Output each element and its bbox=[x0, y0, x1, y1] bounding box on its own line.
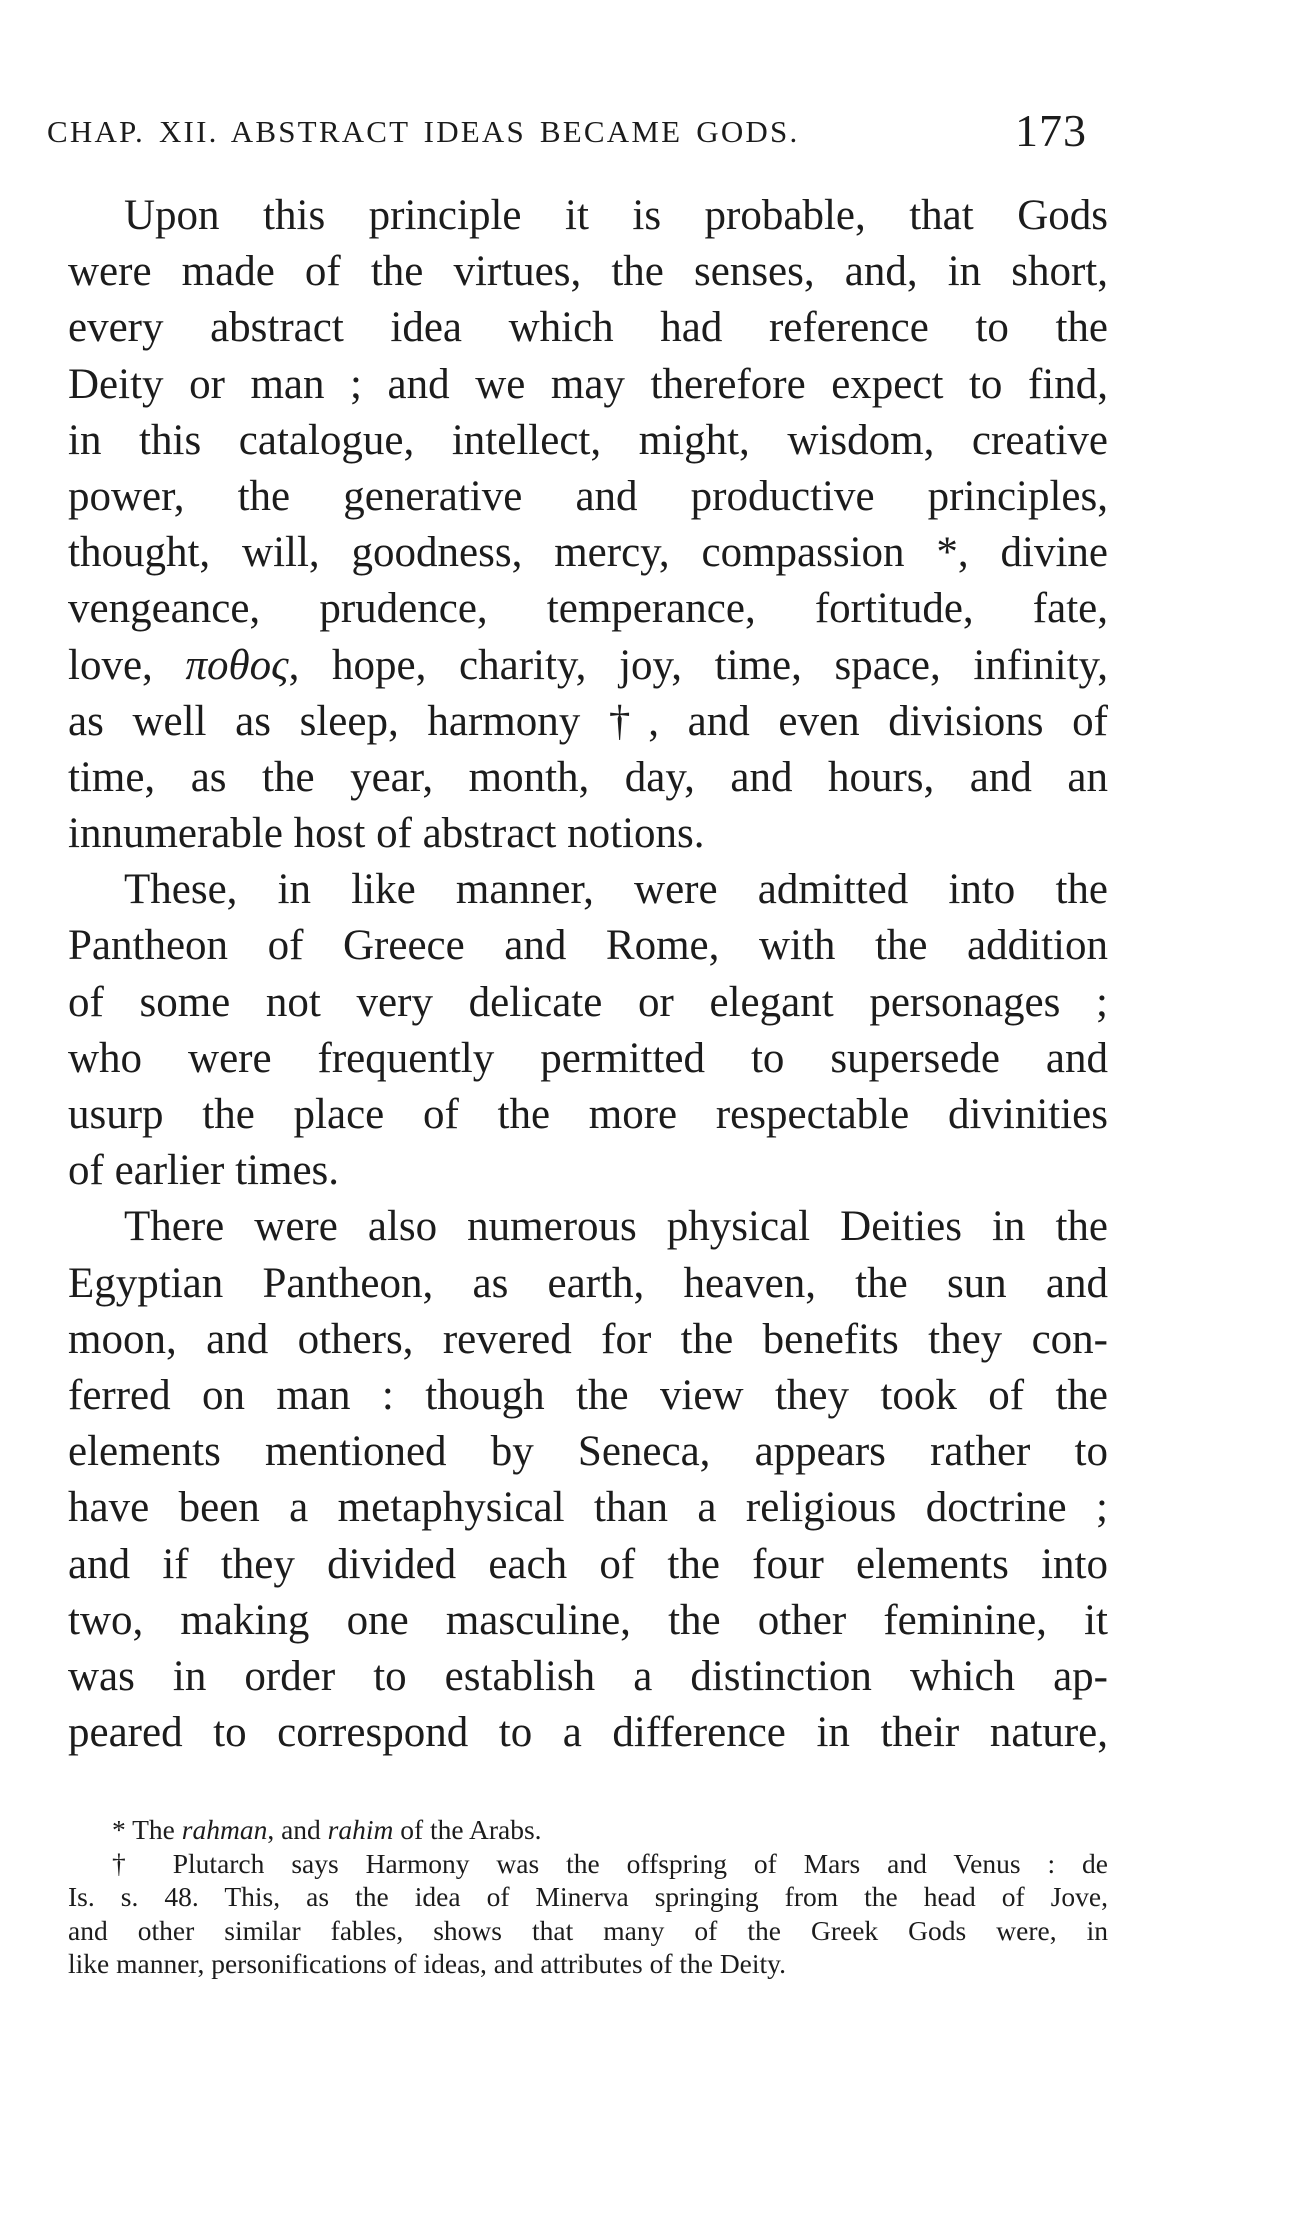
text-line: Pantheon of Greece and Rome, with the addition bbox=[68, 922, 1108, 970]
page-number: 173 bbox=[1015, 105, 1087, 156]
text-fragment: love, bbox=[68, 641, 186, 689]
text-line: Egyptian Pantheon, as earth, heaven, the sun and bbox=[68, 1259, 1108, 1307]
text-line: have been a metaphysical than a religious doctrine ; bbox=[68, 1484, 1108, 1532]
footnote-italic-word: rahim bbox=[327, 1814, 394, 1845]
text-line-with-greek bbox=[68, 638, 1108, 694]
greek-word: ποθος bbox=[185, 641, 289, 689]
text-line: There were also numerous physical Deities in the bbox=[124, 1203, 1108, 1251]
text-line: time, as the year, month, day, and hours, and an bbox=[68, 753, 1108, 801]
footnote-text: of the Arabs. bbox=[393, 1814, 542, 1845]
text-line: Upon this principle it is probable, that Gods bbox=[124, 192, 1108, 239]
text-line: peared to correspond to a difference in their nature, bbox=[68, 1709, 1108, 1757]
text-line: was in order to establish a distinction which ap- bbox=[68, 1652, 1108, 1700]
running-head bbox=[47, 104, 1087, 154]
footnote-2-line: and other similar fables, shows that many of the Greek Gods were, in bbox=[68, 1914, 1108, 1946]
text-line: These, in like manner, were admitted into the bbox=[124, 866, 1108, 914]
footnote-text: , and bbox=[267, 1814, 328, 1845]
footnote-2-line: Is. s. 48. This, as the idea of Minerva springing from the head of Jove, bbox=[68, 1881, 1108, 1912]
text-line: of earlier times. bbox=[68, 1147, 340, 1195]
paragraph-2 bbox=[68, 862, 1108, 1199]
text-line: ferred on man : though the view they took of the bbox=[68, 1371, 1108, 1419]
text-line: thought, will, goodness, mercy, compassion *, divine bbox=[68, 529, 1108, 577]
text-line: innumerable host of abstract notions. bbox=[68, 810, 705, 858]
text-fragment: , hope, charity, joy, time, space, infinity, bbox=[288, 641, 1108, 689]
body-text bbox=[68, 188, 1108, 1761]
text-line: power, the generative and productive principles, bbox=[68, 472, 1108, 520]
text-line: elements mentioned by Seneca, appears rather to bbox=[68, 1428, 1108, 1476]
text-line: as well as sleep, harmony †, and even divisions of bbox=[68, 697, 1108, 745]
text-line: of some not very delicate or elegant personages ; bbox=[68, 978, 1108, 1026]
footnote-italic-word: rahman bbox=[181, 1814, 268, 1845]
footnote-text: * The bbox=[112, 1814, 182, 1845]
text-line: moon, and others, revered for the benefits they con- bbox=[68, 1315, 1108, 1363]
paragraph-3 bbox=[68, 1199, 1108, 1761]
text-line: every abstract idea which had reference to the bbox=[68, 304, 1108, 352]
text-line: were made of the virtues, the senses, and, in short, bbox=[68, 248, 1108, 296]
text-line: vengeance, prudence, temperance, fortitude, fate, bbox=[68, 585, 1108, 633]
footnotes bbox=[68, 1813, 1108, 1981]
footnote-1 bbox=[68, 1813, 1108, 1847]
footnote-2-line: like manner, personifications of ideas, and attributes of the Deity. bbox=[68, 1948, 787, 1979]
text-line: and if they divided each of the four elements into bbox=[68, 1540, 1108, 1588]
text-line: usurp the place of the more respectable divinities bbox=[68, 1091, 1108, 1138]
text-line: Deity or man ; and we may therefore expect to find, bbox=[68, 360, 1108, 408]
text-line: in this catalogue, intellect, might, wisdom, creative bbox=[68, 416, 1108, 464]
text-line: two, making one masculine, the other feminine, it bbox=[68, 1596, 1108, 1644]
paragraph-1 bbox=[68, 188, 1108, 862]
footnote-2-line: † Plutarch says Harmony was the offspring of Mars and Venus : de bbox=[112, 1847, 1108, 1879]
text-line: who were frequently permitted to supersede and bbox=[68, 1034, 1108, 1082]
running-title: CHAP. XII. ABSTRACT IDEAS BECAME GODS. bbox=[47, 114, 800, 149]
